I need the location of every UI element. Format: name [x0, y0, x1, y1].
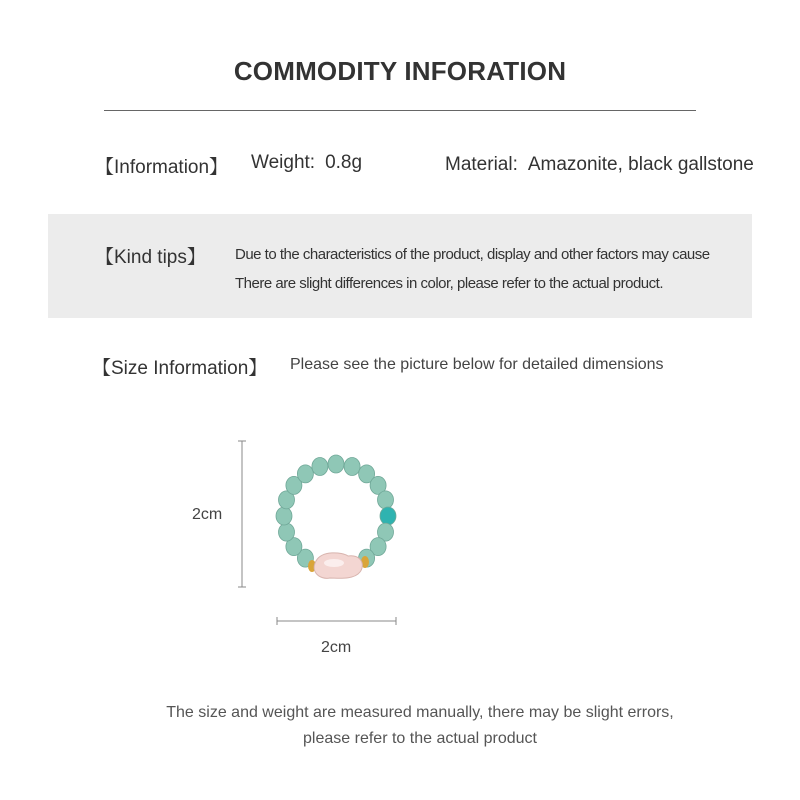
width-dimension-label: 2cm: [321, 639, 352, 656]
ring-bead: [378, 491, 394, 509]
kind-tips-line-2: There are slight differences in color, please refer to the actual product.: [235, 275, 663, 292]
page-title: COMMODITY INFORATION: [233, 56, 567, 86]
weight-value: 0.8g: [325, 152, 363, 173]
ring-bead: [344, 458, 360, 476]
material-info: [445, 154, 754, 176]
product-dimension-diagram: [230, 430, 420, 630]
weight-label: Weight:: [251, 152, 316, 173]
ring-bead: [276, 507, 292, 525]
information-label: 【Information】: [95, 157, 229, 178]
footer-note-line-2: please refer to the actual product: [303, 730, 537, 747]
material-value: Amazonite, black gallstone: [527, 154, 754, 175]
kind-tips-label: 【Kind tips】: [95, 247, 206, 268]
ring-bead: [312, 458, 328, 476]
ring-bead: [328, 455, 344, 473]
beaded-ring-image: [276, 455, 396, 578]
width-dimension-line: [277, 617, 396, 625]
size-information-label: 【Size Information】: [92, 358, 268, 379]
footer-note-line-1: The size and weight are measured manually, there may be slight errors,: [166, 704, 674, 721]
ring-bead: [279, 523, 295, 541]
size-information-description: Please see the picture below for detailed dimensions: [290, 356, 664, 373]
ring-bead: [380, 507, 396, 525]
title-divider: [104, 110, 696, 111]
material-label: Material:: [445, 154, 518, 175]
height-dimension-line: [238, 441, 246, 587]
kind-tips-line-1: Due to the characteristics of the product, display and other factors may cause: [235, 246, 710, 263]
height-dimension-label: 2cm: [192, 506, 223, 523]
ring-bead: [297, 465, 313, 483]
weight-info: [251, 152, 362, 174]
